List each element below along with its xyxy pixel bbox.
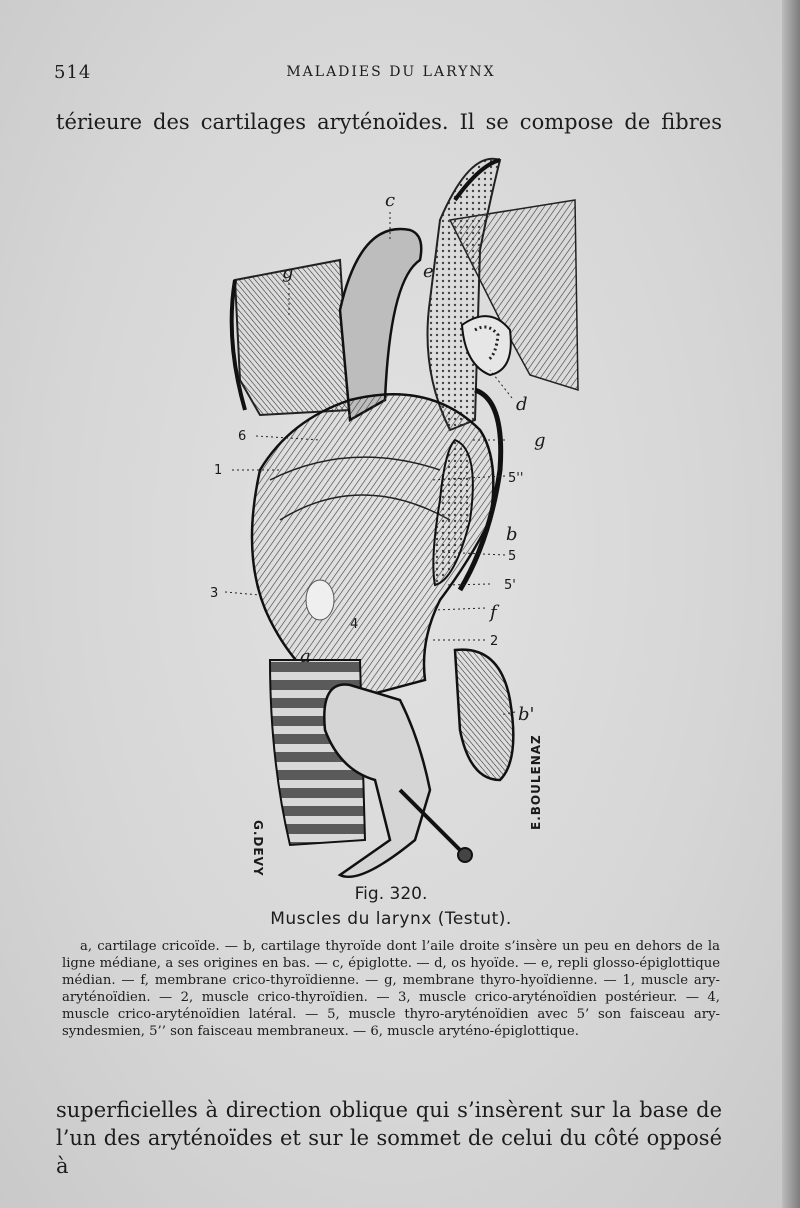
label-f: f	[490, 602, 497, 623]
label-5pp: 5''	[508, 471, 524, 486]
label-b: b	[506, 524, 518, 545]
engraver-signature-right: E.BOULENAZ	[529, 734, 543, 830]
label-c: c	[385, 190, 396, 211]
label-e: e	[423, 261, 434, 282]
running-head: MALADIES DU LARYNX	[286, 64, 496, 80]
body-text-bottom-2: l’un des aryténoïdes et sur le sommet de celui du côté opposé à	[56, 1126, 722, 1178]
page-header	[54, 62, 728, 86]
label-d: d	[516, 394, 528, 415]
label-g-right: g	[534, 430, 546, 451]
label-6: 6	[238, 429, 247, 444]
engraver-signature-left: G.DEVY	[251, 820, 265, 877]
page-edge-shadow	[782, 0, 800, 1208]
body-text-bottom-1: superficielles à direction oblique qui s’insèrent sur la base de	[56, 1098, 722, 1122]
label-a: a	[300, 646, 311, 667]
label-1: 1	[214, 463, 223, 478]
figure-number: Fig. 320.	[354, 884, 428, 904]
figure-title: Muscles du larynx (Testut).	[270, 909, 512, 929]
larynx-illustration	[200, 140, 580, 880]
label-g-top: g	[282, 262, 294, 283]
body-text-top: térieure des cartilages aryténoïdes. Il se compose de fibres	[56, 110, 722, 134]
label-b-prime: b'	[518, 704, 535, 725]
label-5: 5	[508, 549, 517, 564]
figure-caption-text: a, cartilage cricoïde. — b, cartilage thyroïde dont l’aile droite s’insère un peu en dehors de la ligne médiane, a ses origines en bas. — c, épiglotte. — d, os hyoïde. — e, repli glosso-épiglottique médian. — f, membrane crico-thyroïdienne. — g, membrane thyro-hyoïdienne. — 1, muscle ary-aryténoïdien. — 2, muscle crico-thyroïdien. — 3, muscle crico-aryténoïdien postérieur. — 4, muscle crico-aryténoïdien latéral. — 5, muscle thyro-aryténoïdien avec 5’ son faisceau ary-syndesmien, 5’’ son faisceau membraneux. — 6, muscle aryténo-épiglottique.	[62, 939, 720, 1039]
label-5p: 5'	[504, 578, 516, 593]
label-3: 3	[210, 586, 219, 601]
label-4: 4	[350, 617, 359, 632]
label-2: 2	[490, 634, 499, 649]
figure-caption	[62, 938, 720, 1040]
page-number: 514	[54, 62, 92, 83]
